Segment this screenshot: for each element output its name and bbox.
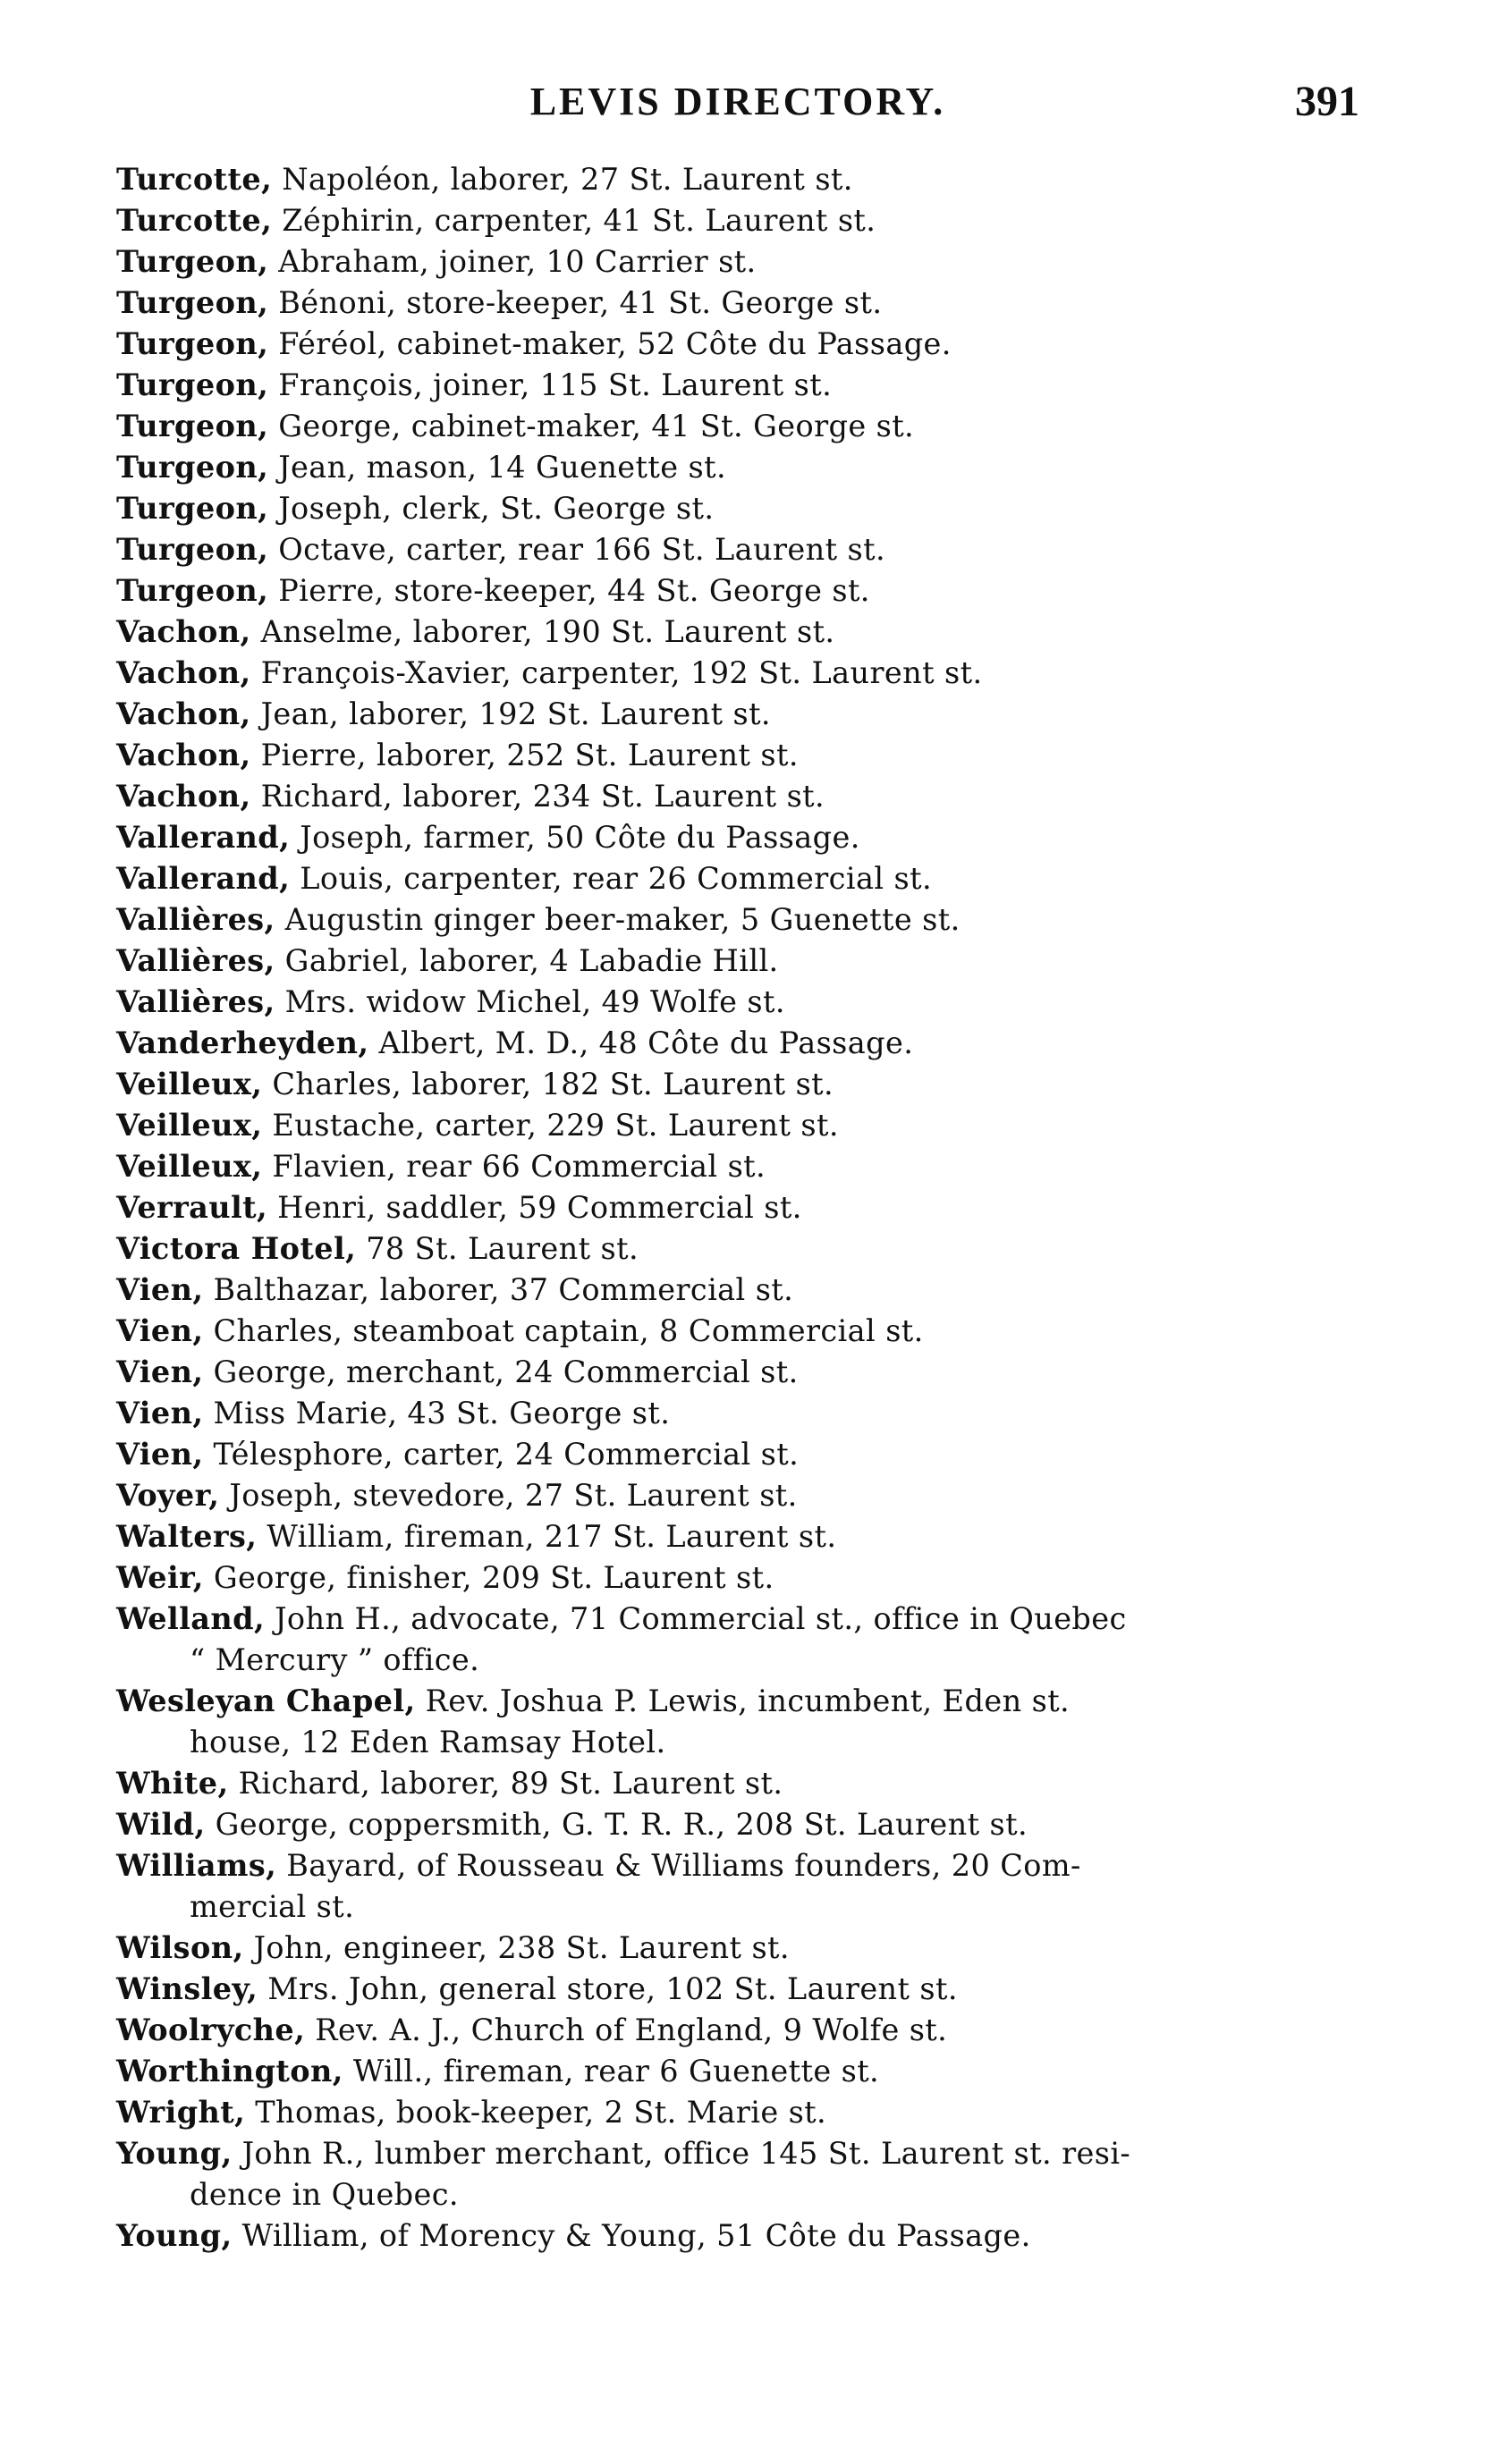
entry-details: Napoléon, laborer, 27 St. Laurent st. [272, 162, 853, 197]
directory-entry [116, 1928, 1359, 1969]
entry-details: Télesphore, carter, 24 Commercial st. [203, 1437, 800, 1472]
entry-line [116, 2010, 1359, 2051]
entry-line [116, 735, 1359, 776]
directory-entry [116, 1228, 1359, 1270]
entry-name: Vallières, [116, 943, 275, 978]
entry-name: Young, [116, 2136, 233, 2171]
directory-entry [116, 529, 1359, 570]
entry-details: Pierre, store-keeper, 44 St. George st. [268, 573, 870, 608]
entry-details: Richard, laborer, 89 St. Laurent st. [228, 1766, 783, 1801]
directory-entry [116, 1393, 1359, 1434]
directory-entry [116, 2051, 1359, 2092]
directory-entry [116, 817, 1359, 858]
entry-details: John H., advocate, 71 Commercial st., office in Quebec [265, 1601, 1127, 1636]
entry-line [116, 1599, 1359, 1640]
entry-line [116, 529, 1359, 570]
entry-details: Will., fireman, rear 6 Guenette st. [343, 2054, 880, 2088]
entry-details: Mrs. John, general store, 102 St. Laurent st. [258, 1971, 958, 2006]
directory-entry [116, 447, 1359, 488]
directory-entry [116, 612, 1359, 653]
entry-line [116, 1311, 1359, 1352]
entry-details: Miss Marie, 43 St. George st. [203, 1396, 671, 1430]
entry-name: Turgeon, [116, 367, 269, 402]
entry-name: Wesleyan Chapel, [116, 1683, 416, 1718]
entry-details: Joseph, farmer, 50 Côte du Passage. [290, 820, 860, 855]
entry-name: Vallières, [116, 902, 275, 937]
directory-entry [116, 488, 1359, 529]
directory-entry [116, 406, 1359, 447]
directory-entry [116, 1434, 1359, 1475]
entry-line [116, 1516, 1359, 1557]
directory-entry [116, 653, 1359, 694]
entry-line [116, 1105, 1359, 1146]
entry-line [116, 1681, 1359, 1722]
directory-entries [116, 159, 1359, 2257]
entry-line [116, 1763, 1359, 1804]
entry-line [116, 1393, 1359, 1434]
entry-line [116, 1969, 1359, 2010]
entry-details: William, of Morency & Young, 51 Côte du Passage. [232, 2218, 1031, 2253]
entry-details: Thomas, book-keeper, 2 St. Marie st. [245, 2095, 827, 2130]
entry-name: Wild, [116, 1807, 206, 1842]
directory-entry [116, 159, 1359, 200]
entry-name: Vallerand, [116, 861, 291, 896]
entry-line [116, 365, 1359, 406]
entry-line [116, 570, 1359, 612]
entry-details: Rev. A. J., Church of England, 9 Wolfe st. [305, 2013, 948, 2047]
entry-details: Balthazar, laborer, 37 Commercial st. [203, 1272, 794, 1307]
entry-name: Walters, [116, 1519, 258, 1554]
entry-details: Charles, steamboat captain, 8 Commercial st. [203, 1313, 924, 1348]
entry-name: Vachon, [116, 779, 251, 814]
entry-name: Victora Hotel, [116, 1231, 357, 1266]
directory-entry [116, 858, 1359, 899]
entry-line [116, 283, 1359, 324]
directory-entry [116, 2133, 1359, 2215]
entry-name: Voyer, [116, 1478, 220, 1513]
entry-line [116, 1064, 1359, 1105]
entry-line [116, 776, 1359, 817]
directory-entry [116, 1311, 1359, 1352]
running-head [116, 79, 1359, 132]
entry-details: Jean, laborer, 192 St. Laurent st. [250, 696, 771, 731]
entry-details: Zéphirin, carpenter, 41 St. Laurent st. [272, 203, 876, 238]
entry-line [116, 1146, 1359, 1187]
directory-entry [116, 1557, 1359, 1599]
directory-entry [116, 899, 1359, 941]
directory-entry [116, 283, 1359, 324]
entry-details: Eustache, carter, 229 St. Laurent st. [262, 1108, 839, 1143]
entry-details: George, finisher, 209 St. Laurent st. [203, 1560, 774, 1595]
entry-name: Turgeon, [116, 450, 269, 485]
entry-details: Jean, mason, 14 Guenette st. [268, 450, 727, 485]
entry-name: Turgeon, [116, 285, 269, 320]
directory-entry [116, 200, 1359, 241]
entry-continuation: house, 12 Eden Ramsay Hotel. [190, 1725, 666, 1759]
directory-entry [116, 1146, 1359, 1187]
entry-name: Veilleux, [116, 1149, 263, 1184]
directory-entry [116, 1105, 1359, 1146]
entry-details: Mrs. widow Michel, 49 Wolfe st. [275, 984, 785, 1019]
directory-entry [116, 1969, 1359, 2010]
entry-name: Turcotte, [116, 203, 273, 238]
entry-line [116, 447, 1359, 488]
entry-line [116, 941, 1359, 982]
directory-entry [116, 1599, 1359, 1681]
entry-details: Henri, saddler, 59 Commercial st. [267, 1190, 802, 1225]
entry-details: Anselme, laborer, 190 St. Laurent st. [250, 614, 835, 649]
entry-name: Verrault, [116, 1190, 268, 1225]
entry-name: Vachon, [116, 738, 251, 772]
entry-name: Vien, [116, 1313, 204, 1348]
directory-entry [116, 735, 1359, 776]
entry-details: Féréol, cabinet-maker, 52 Côte du Passage. [268, 326, 952, 361]
entry-name: Turgeon, [116, 244, 269, 279]
directory-entry [116, 1516, 1359, 1557]
entry-name: Vien, [116, 1272, 204, 1307]
directory-entry [116, 776, 1359, 817]
entry-details: Richard, laborer, 234 St. Laurent st. [250, 779, 825, 814]
entry-details: George, cabinet-maker, 41 St. George st. [268, 409, 915, 443]
entry-name: Wright, [116, 2095, 246, 2130]
entry-details: Octave, carter, rear 166 St. Laurent st. [268, 532, 885, 567]
entry-details: Charles, laborer, 182 St. Laurent st. [262, 1067, 834, 1101]
entry-details: William, fireman, 217 St. Laurent st. [257, 1519, 837, 1554]
entry-name: Turcotte, [116, 162, 273, 197]
entry-line [116, 1434, 1359, 1475]
entry-details: 78 St. Laurent st. [356, 1231, 639, 1266]
entry-line [116, 612, 1359, 653]
entry-details: Flavien, rear 66 Commercial st. [262, 1149, 766, 1184]
entry-line [116, 1804, 1359, 1845]
entry-line [116, 324, 1359, 365]
directory-entry [116, 2215, 1359, 2257]
entry-details: Bayard, of Rousseau & Williams founders, 20 Com- [276, 1848, 1081, 1883]
directory-entry [116, 694, 1359, 735]
entry-name: Woolryche, [116, 2013, 306, 2047]
entry-name: Turgeon, [116, 326, 269, 361]
entry-name: Turgeon, [116, 532, 269, 567]
entry-line [116, 200, 1359, 241]
entry-name: White, [116, 1766, 229, 1801]
entry-line [116, 1928, 1359, 1969]
entry-details: Joseph, clerk, St. George st. [268, 491, 715, 526]
directory-entry [116, 1064, 1359, 1105]
entry-line [116, 1352, 1359, 1393]
entry-continuation: dence in Quebec. [190, 2177, 459, 2212]
entry-name: Williams, [116, 1848, 277, 1883]
entry-details: Rev. Joshua P. Lewis, incumbent, Eden st. [415, 1683, 1071, 1718]
entry-details: François, joiner, 115 St. Laurent st. [268, 367, 833, 402]
directory-entry [116, 941, 1359, 982]
directory-entry [116, 241, 1359, 283]
entry-line [116, 1228, 1359, 1270]
page-number: 391 [1295, 78, 1359, 125]
directory-entry [116, 1475, 1359, 1516]
entry-line [116, 1557, 1359, 1599]
entry-line [116, 817, 1359, 858]
entry-line [116, 2092, 1359, 2133]
entry-details: George, merchant, 24 Commercial st. [203, 1354, 799, 1389]
entry-details: George, coppersmith, G. T. R. R., 208 St. Laurent st. [205, 1807, 1028, 1842]
entry-line [116, 488, 1359, 529]
entry-details: Gabriel, laborer, 4 Labadie Hill. [275, 943, 779, 978]
entry-line [116, 406, 1359, 447]
entry-name: Welland, [116, 1601, 266, 1636]
entry-details: Louis, carpenter, rear 26 Commercial st. [290, 861, 932, 896]
entry-details: Augustin ginger beer-maker, 5 Guenette st. [275, 902, 961, 937]
directory-entry [116, 1845, 1359, 1928]
entry-name: Vien, [116, 1437, 204, 1472]
entry-details: Abraham, joiner, 10 Carrier st. [268, 244, 757, 279]
entry-name: Vien, [116, 1396, 204, 1430]
entry-line [116, 858, 1359, 899]
entry-line [116, 2133, 1359, 2174]
entry-name: Veilleux, [116, 1067, 263, 1101]
entry-line [116, 1187, 1359, 1228]
directory-entry [116, 1804, 1359, 1845]
entry-details: John R., lumber merchant, office 145 St. Laurent st. resi- [232, 2136, 1131, 2171]
entry-name: Young, [116, 2218, 233, 2253]
entry-details: Albert, M. D., 48 Côte du Passage. [368, 1025, 914, 1060]
entry-details: François-Xavier, carpenter, 192 St. Laurent st. [250, 655, 983, 690]
entry-name: Vanderheyden, [116, 1025, 369, 1060]
directory-entry [116, 324, 1359, 365]
directory-entry [116, 1023, 1359, 1064]
directory-entry [116, 1763, 1359, 1804]
entry-line [116, 241, 1359, 283]
entry-name: Veilleux, [116, 1108, 263, 1143]
entry-name: Wilson, [116, 1930, 244, 1965]
entry-line [116, 982, 1359, 1023]
entry-details: John, engineer, 238 St. Laurent st. [243, 1930, 790, 1965]
directory-entry [116, 1270, 1359, 1311]
entry-line [116, 694, 1359, 735]
directory-entry [116, 1187, 1359, 1228]
entry-name: Weir, [116, 1560, 204, 1595]
entry-name: Vachon, [116, 614, 251, 649]
entry-details: Bénoni, store-keeper, 41 St. George st. [268, 285, 883, 320]
entry-line [116, 899, 1359, 941]
entry-line [116, 1270, 1359, 1311]
entry-line [116, 159, 1359, 200]
entry-name: Worthington, [116, 2054, 343, 2088]
entry-line [116, 1023, 1359, 1064]
entry-continuation: mercial st. [190, 1889, 355, 1924]
entry-details: Joseph, stevedore, 27 St. Laurent st. [219, 1478, 798, 1513]
entry-line [116, 1475, 1359, 1516]
entry-name: Turgeon, [116, 573, 269, 608]
entry-name: Vallières, [116, 984, 275, 1019]
entry-line [116, 2215, 1359, 2257]
entry-line [116, 2051, 1359, 2092]
page-title: LEVIS DIRECTORY. [529, 80, 946, 123]
directory-entry [116, 365, 1359, 406]
entry-details: Pierre, laborer, 252 St. Laurent st. [250, 738, 799, 772]
entry-name: Vallerand, [116, 820, 291, 855]
entry-name: Vachon, [116, 655, 251, 690]
directory-entry [116, 2092, 1359, 2133]
entry-name: Winsley, [116, 1971, 258, 2006]
entry-continuation: “ Mercury ” office. [190, 1642, 480, 1677]
directory-entry [116, 570, 1359, 612]
directory-entry [116, 982, 1359, 1023]
entry-line [116, 1845, 1359, 1886]
entry-name: Vien, [116, 1354, 204, 1389]
directory-entry [116, 2010, 1359, 2051]
entry-name: Turgeon, [116, 409, 269, 443]
entry-name: Vachon, [116, 696, 251, 731]
directory-entry [116, 1681, 1359, 1763]
entry-line [116, 653, 1359, 694]
directory-entry [116, 1352, 1359, 1393]
entry-name: Turgeon, [116, 491, 269, 526]
